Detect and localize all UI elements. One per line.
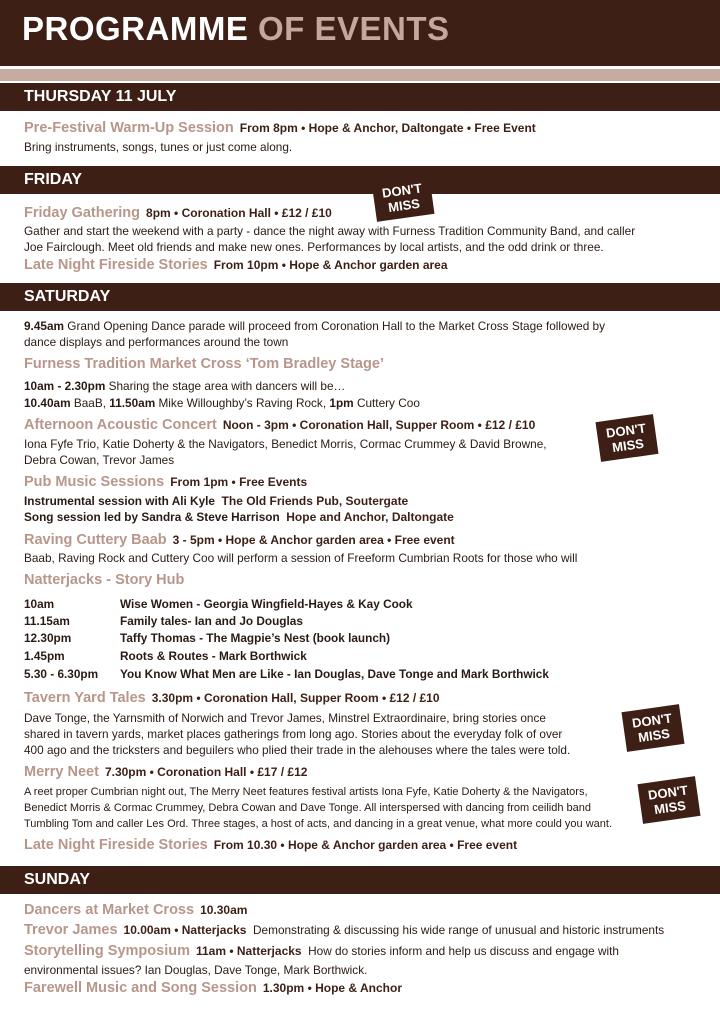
day-header-thursday: THURSDAY 11 JULY	[0, 83, 720, 111]
event-name: Late Night Fireside Stories	[24, 257, 208, 273]
slot-act: BaaB,	[73, 396, 106, 410]
slot-time: 10.40am	[24, 396, 71, 410]
event-meta: From 1pm • Free Events	[170, 475, 308, 489]
slot-time: 11.50am	[109, 396, 156, 410]
event-meta: 10.00am • Natterjacks	[123, 923, 247, 937]
schedule-row	[24, 596, 413, 613]
event-desc: Joe Fairclough. Meet old friends and make new ones. Performances by local artists, and the odd drink or three.	[24, 240, 604, 254]
event-desc: Debra Cowan, Trevor James	[24, 453, 175, 467]
schedule-row	[24, 666, 549, 683]
event-desc: Iona Fyfe Trio, Katie Doherty & the Navigators, Benedict Morris, Cormac Crummey & David Browne,	[24, 437, 547, 451]
event-dancers	[24, 902, 706, 918]
day-header-saturday: SATURDAY	[0, 283, 720, 311]
event-name: Raving Cuttery Baab	[24, 532, 167, 548]
event-late-night-saturday	[24, 837, 706, 853]
accent-stripe	[0, 69, 720, 81]
pub-line-2	[24, 509, 706, 525]
event-meta: Noon - 3pm • Coronation Hall, Supper Room • £12 / £10	[222, 418, 536, 432]
event-time: 9.45am	[24, 319, 65, 333]
badge-line2: MISS	[387, 195, 421, 216]
event-desc: Tumbling Tom and caller Les Ord. Three stages, a host of acts, and dancing in a great venue, what more could you want.	[24, 818, 613, 830]
event-opening	[24, 318, 706, 334]
event-meta: From 10.30 • Hope & Anchor garden area • Free event	[213, 838, 518, 852]
event-desc: A reet proper Cumbrian night out, The Merry Neet features festival artists Iona Fyfe, Katie Doherty & the Navigators,	[24, 786, 588, 798]
event-friday-gathering	[24, 205, 706, 221]
badge-line1: DON'T	[631, 710, 673, 731]
session-name: Instrumental session with Ali Kyle	[24, 494, 215, 508]
event-farewell	[24, 980, 706, 996]
schedule-row	[24, 630, 390, 647]
event-name: Late Night Fireside Stories	[24, 837, 208, 853]
pub-line-1	[24, 493, 706, 509]
schedule-time: 12.30pm	[24, 631, 72, 645]
title-bar	[0, 0, 720, 66]
page-title	[22, 10, 450, 48]
event-name: Merry Neet	[24, 764, 99, 780]
schedule-text: You Know What Men are Like - Ian Douglas, Dave Tonge and Mark Borthwick	[120, 667, 549, 681]
day-header-friday: FRIDAY	[0, 166, 720, 194]
badge-line2: MISS	[611, 435, 645, 456]
schedule-time: 10am	[24, 597, 55, 611]
event-meta: 8pm • Coronation Hall • £12 / £10	[146, 206, 332, 220]
badge-line2: MISS	[637, 725, 671, 746]
event-trevor-james	[24, 922, 706, 938]
event-desc: Benedict Morris & Cormac Crummey, Debra Cowan and Dave Tonge. All interspersed with dancing from ceilidh band	[24, 802, 591, 814]
event-name: Pub Music Sessions	[24, 474, 165, 490]
event-storytelling	[24, 943, 706, 959]
event-acoustic	[24, 417, 706, 433]
event-meta: 11am • Natterjacks	[195, 944, 302, 958]
event-name: Storytelling Symposium	[24, 943, 190, 959]
badge-line1: DON'T	[381, 180, 423, 201]
event-name: Dancers at Market Cross	[24, 902, 195, 918]
event-name: Afternoon Acoustic Concert	[24, 417, 217, 433]
schedule-row	[24, 648, 307, 665]
event-raving-baab	[24, 532, 706, 548]
badge-line2: MISS	[653, 797, 687, 818]
event-meta: 7.30pm • Coronation Hall • £17 / £12	[104, 765, 308, 779]
slot-act: Mike Willoughby’s Raving Rock,	[158, 396, 327, 410]
session-name: Song session led by Sandra & Steve Harrison	[24, 510, 280, 524]
event-name: Natterjacks - Story Hub	[24, 572, 185, 588]
event-name: Furness Tradition Market Cross ‘Tom Bradley Stage’	[24, 356, 384, 372]
event-meta: 3.30pm • Coronation Hall, Supper Room • £12 / £10	[151, 691, 440, 705]
event-meta: From 10pm • Hope & Anchor garden area	[213, 258, 448, 272]
event-natterjacks	[24, 572, 706, 588]
badge-line1: DON'T	[647, 782, 689, 803]
event-desc: 400 ago and the tricksters and beguilers who plied their trade in the alehouses where the tales were told.	[24, 743, 571, 757]
slot-act: Cuttery Coo	[356, 396, 420, 410]
event-meta: 3 - 5pm • Hope & Anchor garden area • Free event	[172, 533, 455, 547]
day-header-sunday: SUNDAY	[0, 866, 720, 894]
event-name: Trevor James	[24, 922, 118, 938]
event-late-night-friday	[24, 257, 706, 273]
event-merry-neet	[24, 764, 706, 780]
event-desc: dance displays and performances around the town	[24, 335, 289, 349]
event-pub-music	[24, 474, 706, 490]
market-line-2	[24, 395, 706, 411]
schedule-text: Family tales- Ian and Jo Douglas	[120, 614, 303, 628]
schedule-text: Taffy Thomas - The Magpie’s Nest (book launch)	[120, 631, 391, 645]
session-venue: The Old Friends Pub, Soutergate	[221, 494, 409, 508]
event-desc: Gather and start the weekend with a party - dance the night away with Furness Tradition Community Band, and caller	[24, 224, 636, 238]
event-desc: Grand Opening Dance parade will proceed from Coronation Hall to the Market Cross Stage followed by	[67, 319, 605, 333]
session-venue: Hope and Anchor, Daltongate	[286, 510, 454, 524]
title-part1: PROGRAMME	[22, 10, 249, 47]
event-desc: Baab, Raving Rock and Cuttery Coo will perform a session of Freeform Cumbrian Roots for those who will	[24, 551, 578, 565]
event-desc: Demonstrating & discussing his wide range of unusual and historic instruments	[253, 923, 665, 937]
event-tavern-yard	[24, 690, 706, 706]
title-part2: OF EVENTS	[258, 10, 450, 47]
event-desc: environmental issues? Ian Douglas, Dave Tonge, Mark Borthwick.	[24, 963, 368, 977]
schedule-text: Wise Women - Georgia Wingfield-Hayes & Kay Cook	[120, 597, 413, 611]
market-line-1	[24, 378, 706, 394]
event-time: 10am - 2.30pm	[24, 379, 106, 393]
badge-line1: DON'T	[605, 420, 647, 441]
event-desc: Sharing the stage area with dancers will be…	[108, 379, 346, 393]
event-name: Farewell Music and Song Session	[24, 980, 257, 996]
schedule-time: 1.45pm	[24, 649, 65, 663]
schedule-text: Roots & Routes - Mark Borthwick	[120, 649, 307, 663]
event-name: Tavern Yard Tales	[24, 690, 146, 706]
event-prefestival	[24, 120, 706, 136]
event-desc: How do stories inform and help us discuss and engage with	[308, 944, 619, 958]
event-meta: From 8pm • Hope & Anchor, Daltongate • Free Event	[239, 121, 536, 135]
schedule-row	[24, 613, 303, 630]
event-market-cross	[24, 356, 706, 372]
schedule-time: 5.30 - 6.30pm	[24, 667, 99, 681]
event-desc: Dave Tonge, the Yarnsmith of Norwich and Trevor James, Minstrel Extraordinaire, bring stories once	[24, 711, 546, 725]
event-desc: shared in tavern yards, market places gatherings from long ago. Stories about the everyday folk of over	[24, 727, 563, 741]
event-meta: 1.30pm • Hope & Anchor	[262, 981, 402, 995]
event-desc: Bring instruments, songs, tunes or just come along.	[24, 140, 293, 154]
event-meta: 10.30am	[200, 903, 248, 917]
slot-time: 1pm	[329, 396, 354, 410]
schedule-time: 11.15am	[24, 614, 70, 628]
event-name: Pre-Festival Warm-Up Session	[24, 120, 234, 136]
event-name: Friday Gathering	[24, 205, 141, 221]
